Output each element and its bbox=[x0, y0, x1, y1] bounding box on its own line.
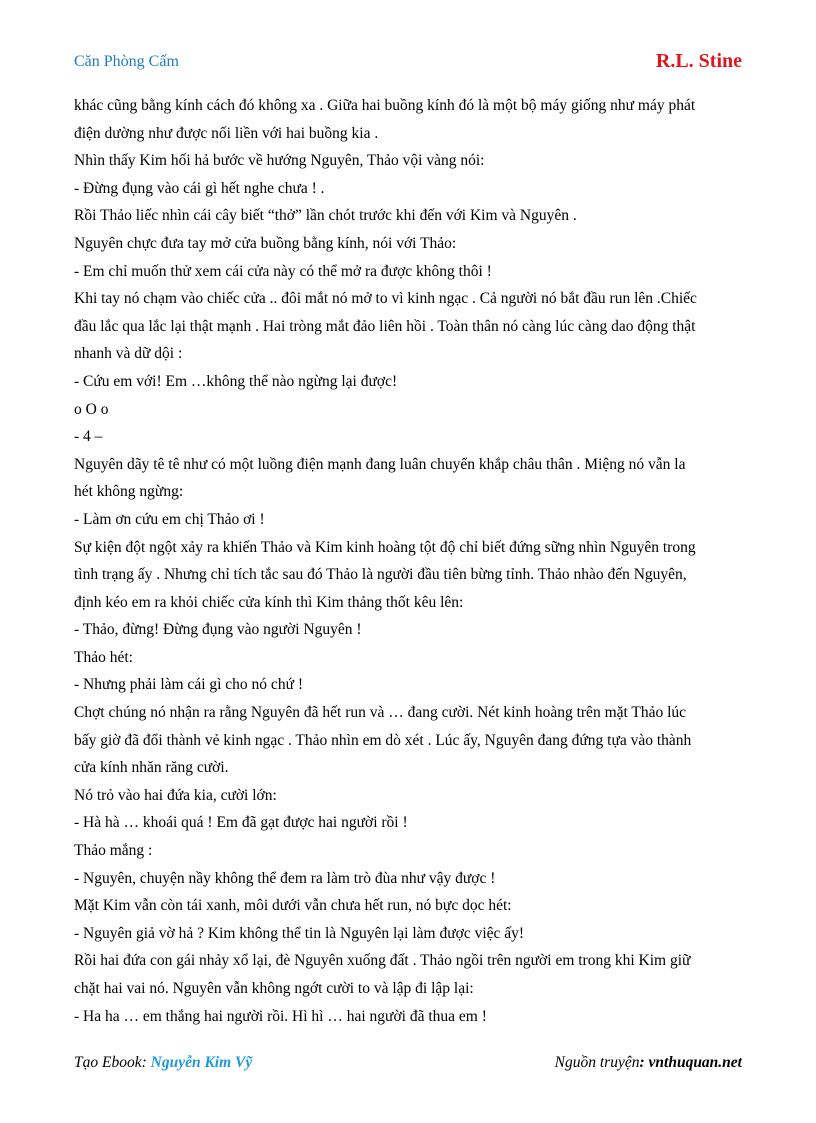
text-line: Nó trỏ vào hai đứa kia, cười lớn: bbox=[74, 786, 277, 804]
text-line: Chợt chúng nó nhận ra rằng Nguyên đã hết run và … đang cười. Nét kinh hoàng trên mặt Thảo lúc bbox=[74, 704, 687, 722]
text-line: Nguyên chực đưa tay mở cửa buồng bằng kính, nói với Thảo: bbox=[74, 234, 457, 252]
source-label: Nguồn truyện bbox=[554, 1054, 640, 1071]
text-line: nhanh và dữ dội : bbox=[74, 345, 183, 363]
source-credit: Nguồn truyện: vnthuquan.net bbox=[554, 1054, 742, 1071]
text-line: Nguyên dãy tê tê như có một luồng điện mạnh đang luân chuyển khắp châu thân . Miệng nó vẫn la bbox=[74, 455, 686, 473]
story-text bbox=[74, 92, 744, 1030]
text-line: hét không ngừng: bbox=[74, 483, 184, 501]
text-line: chặt hai vai nó. Nguyên vẫn không ngớt cười to và lập đi lập lại: bbox=[74, 980, 474, 997]
text-line: - Em chỉ muốn thử xem cái cửa này có thể mở ra được không thôi ! bbox=[74, 262, 492, 280]
text-line: định kéo em ra khỏi chiếc cửa kính thì Kim thảng thốt kêu lên: bbox=[74, 593, 464, 611]
text-line: Rồi Thảo liếc nhìn cái cây biết “thở” lần chót trước khi đến với Kim và Nguyên . bbox=[74, 207, 577, 225]
text-line: khác cũng bằng kính cách đó không xa . Giữa hai buồng kính đó là một bộ máy giống như máy phát bbox=[74, 97, 696, 114]
page-footer bbox=[74, 1054, 742, 1076]
text-line: bấy giờ đã đổi thành vẻ kinh ngạc . Thảo nhìn em dò xét . Lúc ấy, Nguyên đang đứng tựa vào thành bbox=[74, 731, 692, 749]
text-line: Thảo hét: bbox=[74, 648, 133, 666]
text-line: - Đừng đụng vào cái gì hết nghe chưa ! . bbox=[74, 179, 325, 197]
text-line: Mặt Kim vẫn còn tái xanh, môi dưới vẫn chưa hết run, nó bực dọc hét: bbox=[74, 897, 512, 915]
text-line: - Làm ơn cứu em chị Thảo ơi ! bbox=[74, 510, 265, 528]
text-line: o O o bbox=[74, 400, 109, 418]
text-line: - Nguyên giả vờ hả ? Kim không thể tin là Nguyên lại làm được việc ấy! bbox=[74, 924, 525, 942]
source-site: vnthuquan.net bbox=[648, 1054, 742, 1071]
text-line: - Nguyên, chuyện nầy không thể đem ra làm trò đùa như vậy được ! bbox=[74, 869, 496, 887]
text-line: Thảo mắng : bbox=[74, 842, 153, 860]
text-line: Sự kiện đột ngột xảy ra khiến Thảo và Kim kinh hoàng tột độ chỉ biết đứng sững nhìn Nguyên trong bbox=[74, 538, 696, 556]
page-header bbox=[74, 50, 742, 76]
ebook-credit: Tạo Ebook: Nguyễn Kim Vỹ bbox=[74, 1054, 253, 1071]
text-line: cửa kính nhăn răng cười. bbox=[74, 759, 229, 777]
text-line: - Thảo, đừng! Đừng đụng vào người Nguyên ! bbox=[74, 621, 362, 639]
text-line: - Ha ha … em thắng hai người rồi. Hì hì … hai người đã thua em ! bbox=[74, 1007, 487, 1025]
text-line: Rồi hai đứa con gái nhảy xổ lại, đè Nguyên xuống đất . Thảo ngồi trên người em trong khi Kim giữ bbox=[74, 952, 691, 970]
book-title: Căn Phòng Cấm bbox=[74, 53, 179, 70]
ebook-creator: Nguyễn Kim Vỹ bbox=[150, 1054, 253, 1071]
text-line: Nhìn thấy Kim hối hả bước về hướng Nguyên, Thảo vội vàng nói: bbox=[74, 152, 485, 170]
author-name: R.L. Stine bbox=[655, 50, 742, 72]
text-line: tình trạng ấy . Nhưng chỉ tích tắc sau đó Thảo là người đầu tiên bừng tỉnh. Thảo nhào đến Nguyên, bbox=[74, 566, 687, 584]
text-line: - Cứu em với! Em …không thể nào ngừng lại được! bbox=[74, 372, 398, 390]
text-line: điện dường như được nối liền với hai buồng kia . bbox=[74, 124, 379, 142]
text-line: - Nhưng phải làm cái gì cho nó chứ ! bbox=[74, 676, 304, 694]
ebook-label: Tạo Ebook bbox=[74, 1054, 142, 1071]
text-line: - Hà hà … khoái quá ! Em đã gạt được hai người rồi ! bbox=[74, 814, 408, 832]
text-line: đầu lắc qua lắc lại thật mạnh . Hai tròng mắt đảo liên hồi . Toàn thân nó càng lúc càng dao động thật bbox=[74, 317, 696, 335]
text-line: - 4 – bbox=[74, 428, 103, 446]
text-line: Khi tay nó chạm vào chiếc cửa .. đôi mắt nó mở to vì kinh ngạc . Cả người nó bắt đầu run lên .Chiếc bbox=[74, 290, 697, 308]
